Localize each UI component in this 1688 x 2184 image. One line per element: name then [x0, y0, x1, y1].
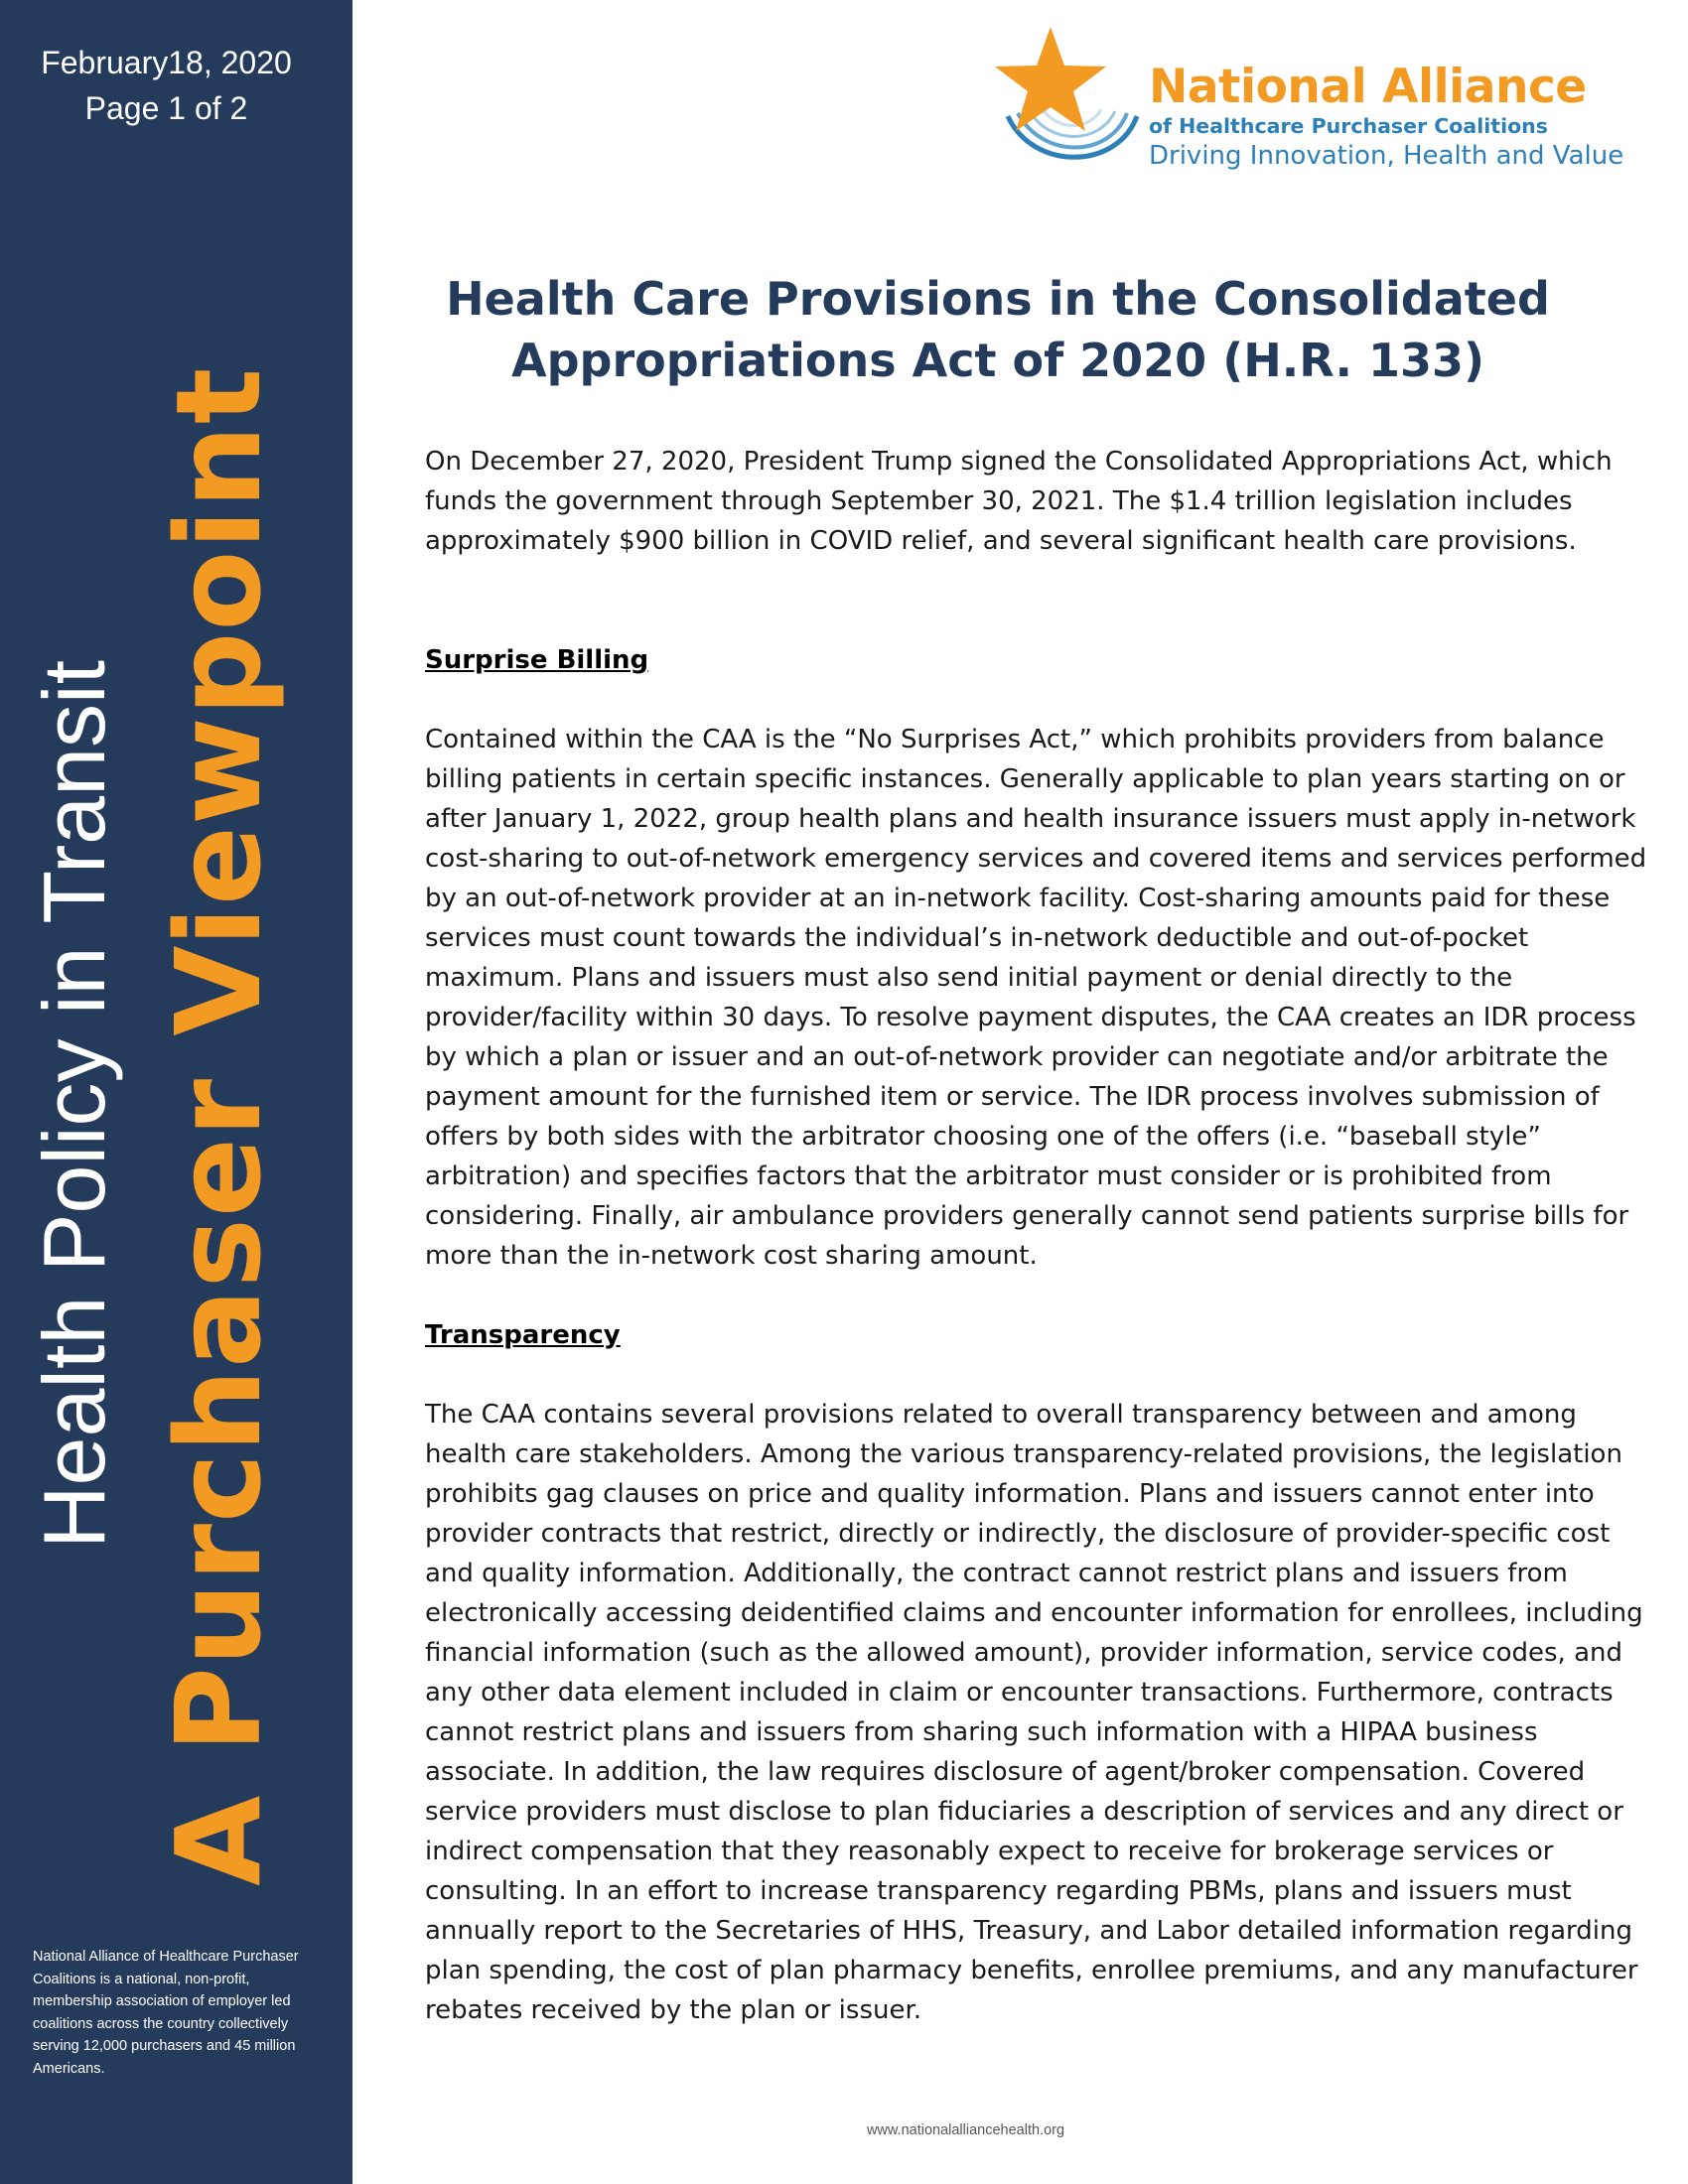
sidebar — [0, 0, 352, 2184]
series-title: Health Policy in Transit — [25, 659, 123, 1549]
star-swoosh-logo-icon — [988, 22, 1152, 171]
section-paragraph: Contained within the CAA is the “No Surprises Act,” which prohibits providers from balance billing patients in certain specific instances. Generally applicable to plan years starting on or after January 1, 2022, group health plans and health insurance issuers must apply in-network cost-sharing to out-of-network emergency services and covered items and services performed by an out-of-network provider at an in-network facility. Cost-sharing amounts paid for these services must count towards the individual’s in-network deductible and out-of-pocket maximum. Plans and issuers must also send initial payment or denial directly to the provider/facility within 30 days. To resolve payment disputes, the CAA creates an IDR process by which a plan or issuer and an out-of-network provider can negotiate and/or arbitrate the payment amount for the furnished item or service. The IDR process involves submission of offers by both sides with the arbitrator choosing one of the offers (i.e. “baseball style” arbitration) and specifies factors that the arbitrator must consider or is prohibited from considering. Finally, air ambulance providers generally cannot send patients surprise bills for more than the in-network cost sharing amount. — [425, 725, 1647, 1271]
intro-paragraph: On December 27, 2020, President Trump signed the Consolidated Appropriations Act, which funds the government through September 30, 2021. The $1.4 trillion legislation includes approximately $900 billion in COVID relief, and several significant health care provisions. — [425, 447, 1613, 556]
series-subtitle: A Purchaser Viewpoint — [150, 366, 287, 1886]
section-paragraph: The CAA contains several provisions related to overall transparency between and among health care stakeholders. Among the various transparency-related provisions, the legislation prohibits gag clauses on price and quality information. Plans and issuers cannot enter into provider contracts that restrict, directly or indirectly, the disclosure of provider-specific cost and quality information. Additionally, the contract cannot restrict plans and issuers from electronically accessing deidentified claims and encounter information for enrollees, including financial information (such as the allowed amount), provider information, service codes, and any other data element included in claim or encounter transactions. Furthermore, contracts cannot restrict plans and issuers from sharing such information with a HIPAA business associate. In addition, the law requires disclosure of agent/broker compensation. Covered service providers must disclose to plan fiduciaries a description of services and any direct or indirect compensation that they reasonably expect to receive for brokerage services or consulting. In an effort to increase transparency regarding PBMs, plans and issuers must annually report to the Secretaries of HHS, Treasury, and Labor detailed information regarding plan spending, the cost of plan pharmacy benefits, enrollee premiums, and any manufacturer rebates received by the plan or issuer. — [425, 1400, 1643, 2025]
date-block — [0, 40, 333, 131]
title-line-1: Health Care Provisions in the Consolidated — [446, 272, 1550, 326]
page-number: Page 1 of 2 — [84, 90, 248, 126]
organization-logo — [988, 22, 1663, 181]
logo-tagline: Driving Innovation, Health and Value — [1149, 141, 1624, 171]
logo-name: National Alliance — [1149, 60, 1587, 114]
issue-date: February18, 2020 — [41, 45, 292, 80]
footer-url: www.nationalalliancehealth.org — [866, 2122, 1065, 2138]
organization-description: National Alliance of Healthcare Purchaser Coalitions is a national, non-profit, membership association of employer led coalitions across the country collectively serving 12,000 purchasers and 45 million Americans. — [33, 1949, 299, 2077]
section-heading: Transparency — [425, 1320, 621, 1350]
title-line-2: Appropriations Act of 2020 (H.R. 133) — [510, 334, 1484, 387]
document-title — [392, 268, 1604, 391]
section-heading: Surprise Billing — [425, 645, 649, 675]
logo-subtitle: of Healthcare Purchaser Coalitions — [1149, 114, 1548, 138]
